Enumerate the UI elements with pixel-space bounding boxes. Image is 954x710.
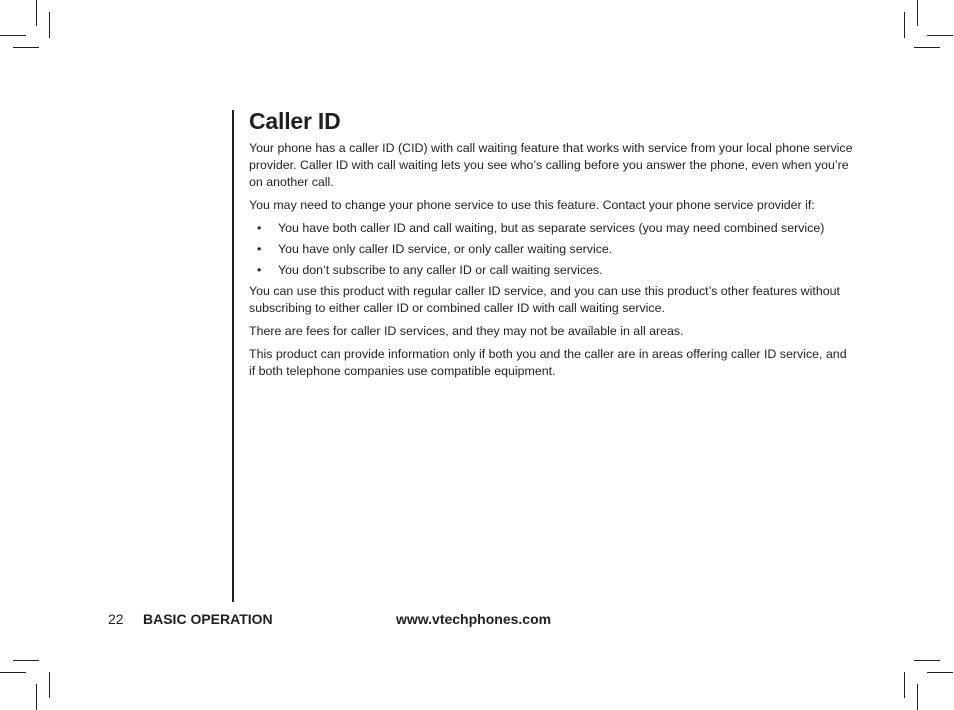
crop-mark: [904, 12, 905, 38]
crop-mark: [13, 660, 39, 661]
list-item-text: You have both caller ID and call waiting, but as separate services (you may need combined service): [278, 221, 825, 235]
crop-mark: [36, 0, 37, 26]
list-item-text: You have only caller ID service, or only caller waiting service.: [278, 242, 613, 256]
section-label: BASIC OPERATION: [143, 611, 273, 627]
condition-list: [249, 220, 853, 279]
list-item-text: You don’t subscribe to any caller ID or call waiting services.: [278, 263, 603, 277]
crop-mark: [49, 12, 50, 38]
bullet-icon: •: [257, 242, 262, 256]
crop-mark: [914, 660, 940, 661]
list-item: [249, 262, 853, 279]
crop-mark: [927, 672, 953, 673]
crop-mark: [0, 672, 26, 673]
crop-mark: [914, 47, 940, 48]
list-item: [249, 220, 853, 237]
bullet-icon: •: [257, 221, 262, 235]
list-item: [249, 241, 853, 258]
margin-rule: [232, 110, 234, 602]
crop-mark: [917, 0, 918, 26]
service-change-paragraph: You may need to change your phone service to use this feature. Contact your phone service provider if:: [249, 198, 815, 212]
crop-mark: [904, 672, 905, 698]
crop-mark: [0, 35, 26, 36]
info-paragraph: This product can provide information only if both you and the caller are in areas offering caller ID service, and if both telephone companies use compatible equipment.: [249, 347, 847, 378]
website-url: www.vtechphones.com: [396, 611, 552, 627]
intro-paragraph: Your phone has a caller ID (CID) with call waiting feature that works with service from your local phone service provider. Caller ID with call waiting lets you see who’s calling before you answer the phone, even when you’re on another call.: [249, 141, 853, 189]
crop-mark: [49, 672, 50, 698]
crop-mark: [927, 35, 953, 36]
crop-mark: [917, 684, 918, 710]
page-title: Caller ID: [249, 108, 341, 134]
bullet-icon: •: [257, 263, 262, 277]
page-content: [249, 108, 853, 386]
crop-mark: [13, 47, 39, 48]
compatibility-paragraph: You can use this product with regular caller ID service, and you can use this product’s other features without subscribing to either caller ID or combined caller ID with call waiting service.: [249, 284, 840, 315]
fees-paragraph: There are fees for caller ID services, and they may not be available in all areas.: [249, 324, 684, 338]
page-number: 22: [108, 611, 124, 627]
crop-mark: [36, 684, 37, 710]
